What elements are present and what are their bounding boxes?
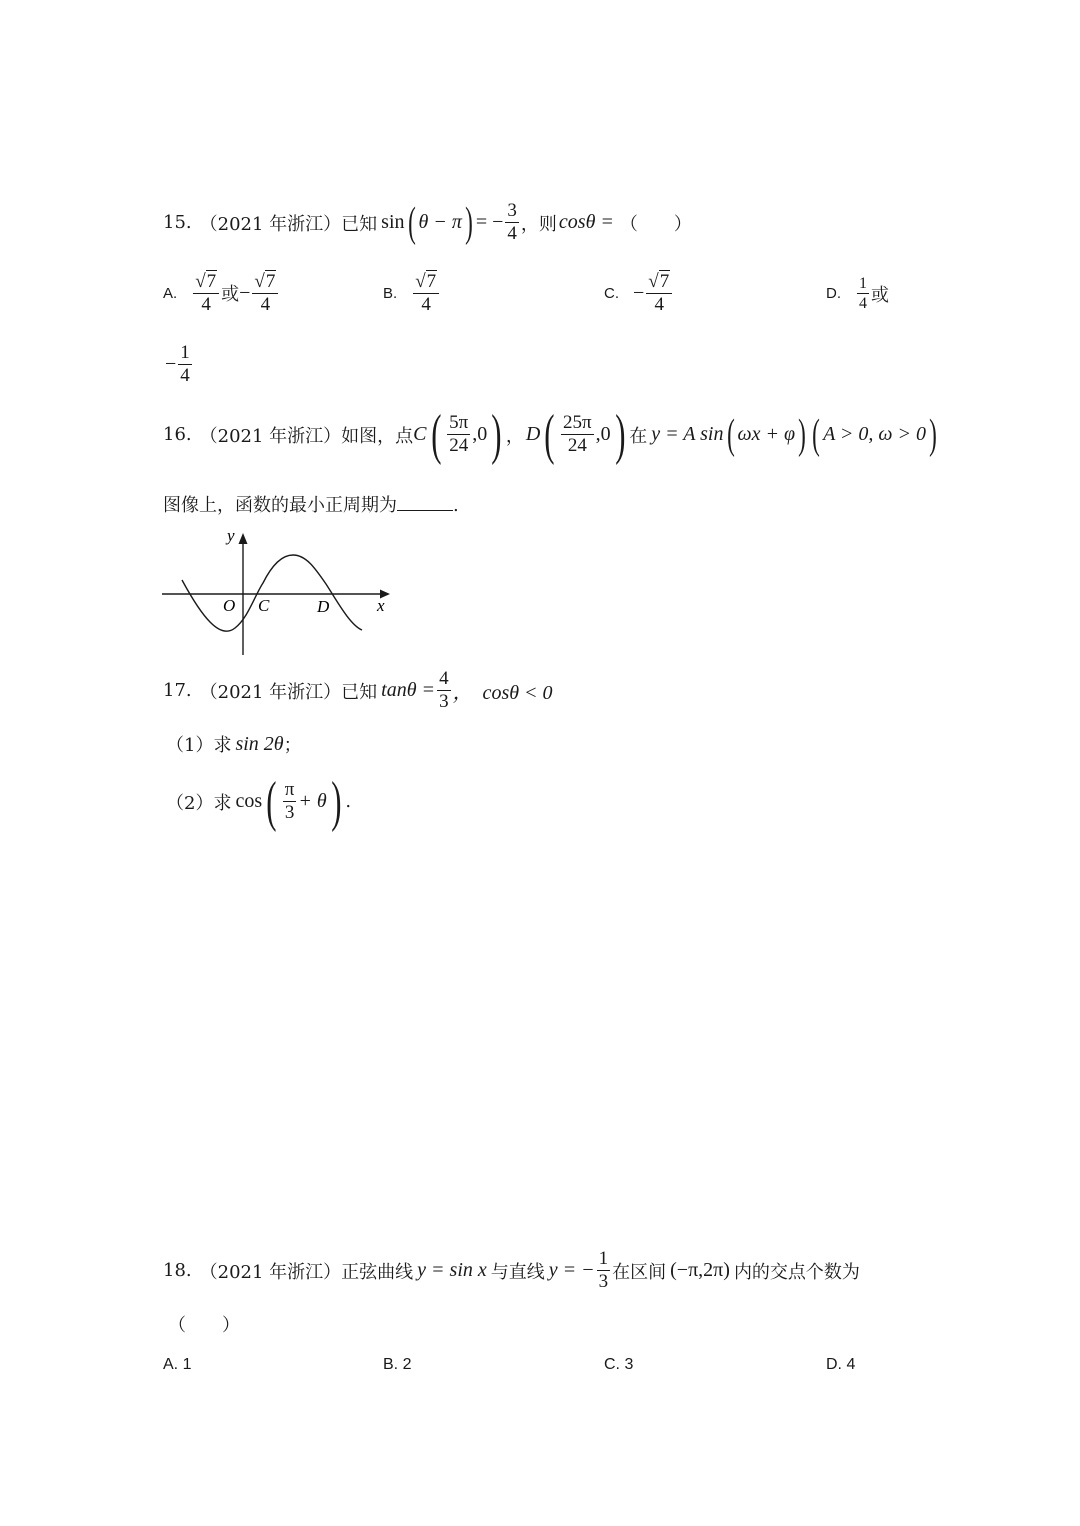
q15-sin: sin <box>381 211 405 233</box>
q15-rparen: ) <box>465 199 473 246</box>
q16-line2-text: 图像上，函数的最小正周期为 <box>163 495 397 516</box>
q18-source: （2021 年浙江）正弦曲线 <box>199 1261 414 1283</box>
q15-number: 15. <box>163 212 192 233</box>
rparen: ) <box>330 770 342 833</box>
option-a-label: A. <box>163 284 178 302</box>
q17-number: 17. <box>163 680 192 701</box>
q17-part2 <box>166 770 352 833</box>
sqrt7: √7 <box>195 271 217 292</box>
q17-p2-plus: + θ <box>298 790 327 812</box>
option-c-label: C. <box>604 284 619 302</box>
graph-label-y: y <box>227 526 235 545</box>
q17-source: （2021 年浙江）已知 <box>199 681 378 703</box>
lparen: ( <box>812 411 820 458</box>
frac-den: 4 <box>260 294 271 315</box>
frac-num: 5π <box>449 412 469 433</box>
q18-interval: (−π,2π) <box>670 1259 730 1281</box>
frac-den: 4 <box>201 294 211 315</box>
sqrt-radicand: 7 <box>426 271 437 292</box>
q16-source: （2021 年浙江）如图，点 <box>199 425 414 447</box>
rparen: ) <box>798 411 806 458</box>
sqrt-radicand: 7 <box>659 271 670 292</box>
frac-den: 4 <box>859 295 867 312</box>
sqrt7: √7 <box>254 271 276 292</box>
lparen: ( <box>726 411 735 458</box>
q17-p1-expr: sin 2θ <box>235 732 284 755</box>
graph-label-d: D <box>317 597 330 616</box>
frac-den: 3 <box>598 1271 609 1292</box>
frac-den: 24 <box>567 435 587 456</box>
q18-with-line: 与直线 <box>490 1261 545 1283</box>
option-d-label: D. <box>826 285 841 302</box>
q17-p1-end: ； <box>283 735 302 756</box>
q16-cond: A > 0, ω > 0 <box>823 423 927 445</box>
frac-num: 4 <box>439 668 449 689</box>
graph-label-x: x <box>377 596 385 615</box>
q15-cos: cosθ = <box>558 211 614 233</box>
option-d-frac <box>857 274 869 313</box>
frac-den: 4 <box>180 365 190 386</box>
option-a-or: 或 <box>221 284 240 305</box>
q16-c-frac <box>447 412 470 457</box>
rparen: ) <box>929 411 937 458</box>
frac-num: 1 <box>859 275 867 292</box>
q15-lparen: ( <box>407 199 416 246</box>
frac-num: π <box>284 779 295 800</box>
graph-label-c: C <box>258 596 270 615</box>
q16-arg: ωx + φ <box>737 423 796 445</box>
q15-eq: = − <box>475 211 504 233</box>
frac-den: 4 <box>421 294 431 315</box>
q16-stem <box>163 403 940 466</box>
lparen: ( <box>266 770 277 833</box>
q17-fraction <box>437 668 451 713</box>
frac-den: 24 <box>449 435 469 456</box>
sqrt-radicand: 7 <box>265 271 276 292</box>
q16-end: . <box>453 495 459 516</box>
q15-option-a[interactable] <box>163 270 280 316</box>
q17-part1 <box>166 731 302 757</box>
q18-curve: y = sin x <box>417 1259 487 1281</box>
q18-number: 18. <box>163 1260 192 1281</box>
frac-num: 1 <box>180 342 190 363</box>
q16-sine-graph <box>160 525 400 660</box>
q16-c-zero: ,0 <box>472 423 488 445</box>
q17-p2-end: . <box>345 791 352 812</box>
frac-num: 25π <box>563 412 592 433</box>
q17-cond: ， cosθ < 0 <box>452 682 553 704</box>
q15-frac-num: 3 <box>507 200 517 221</box>
option-a-frac1 <box>193 270 219 316</box>
q18-interval-text: 在区间 <box>612 1261 667 1283</box>
option-d-or: 或 <box>871 284 889 306</box>
lparen: ( <box>430 403 441 466</box>
option-d-minus: − <box>165 353 177 375</box>
q16-point-d: D <box>525 423 541 445</box>
q17-p2-frac <box>283 779 297 824</box>
q15-stem <box>163 200 692 245</box>
q16-on: 在 <box>629 425 648 447</box>
q15-option-d-cont <box>165 342 194 387</box>
q17-p1-label: （1）求 <box>166 735 232 756</box>
q17-p2-cos: cos <box>235 790 263 812</box>
q18-answer-paren: （ ） <box>168 1315 240 1336</box>
q15-option-d[interactable] <box>826 274 889 313</box>
frac-den: 4 <box>654 294 664 315</box>
q15-arg: θ − π <box>418 211 462 233</box>
q16-d-zero: ,0 <box>595 423 611 445</box>
sqrt-radicand: 7 <box>206 271 217 292</box>
sine-curve <box>182 555 362 631</box>
q15-frac-den: 4 <box>507 223 517 244</box>
q17-stem <box>163 668 553 713</box>
option-a-frac2 <box>252 270 278 316</box>
option-a-minus: − <box>239 281 251 304</box>
option-c-frac <box>646 270 672 316</box>
sqrt7: √7 <box>415 271 437 292</box>
answer-blank[interactable] <box>397 492 453 511</box>
q16-point-c: C <box>413 423 427 445</box>
q18-option-d[interactable]: D. 4 <box>826 1356 856 1373</box>
q17-tan: tanθ = <box>381 679 436 701</box>
frac-den: 3 <box>284 802 295 823</box>
q18-line-eq: y = − <box>548 1259 595 1281</box>
rparen: ) <box>614 403 626 466</box>
q18-fraction <box>597 1248 611 1293</box>
frac-num: 1 <box>598 1248 609 1269</box>
q15-fraction <box>505 200 519 245</box>
rparen: ) <box>491 403 502 466</box>
q15-then: ，则 <box>520 213 557 235</box>
q16-line2 <box>163 491 459 517</box>
q15-source: （2021 年浙江）已知 <box>199 213 378 235</box>
sqrt7: √7 <box>648 271 670 292</box>
option-d-frac2 <box>178 342 192 387</box>
y-axis-arrow <box>239 533 248 544</box>
option-b-label: B. <box>383 284 398 302</box>
q18-option-b[interactable]: B. 2 <box>383 1356 412 1373</box>
q18-tail: 内的交点个数为 <box>733 1261 860 1283</box>
q18-option-c[interactable]: C. 3 <box>604 1356 634 1373</box>
frac-den: 3 <box>439 691 449 712</box>
option-c-minus: − <box>633 281 645 304</box>
q15-answer-paren: （ ） <box>619 213 692 235</box>
q15-option-c[interactable] <box>604 270 674 316</box>
option-b-frac <box>413 270 439 316</box>
q16-number: 16. <box>163 424 192 445</box>
graph-label-origin: O <box>223 596 236 615</box>
lparen: ( <box>544 403 555 466</box>
q16-d-frac <box>561 412 594 457</box>
q18-option-a[interactable]: A. 1 <box>163 1356 192 1373</box>
q16-comma: ， <box>505 425 524 447</box>
q18-stem <box>163 1248 860 1293</box>
q16-func: y = A sin <box>651 423 724 445</box>
q17-p2-label: （2）求 <box>166 792 232 814</box>
q15-option-b[interactable] <box>383 270 441 316</box>
